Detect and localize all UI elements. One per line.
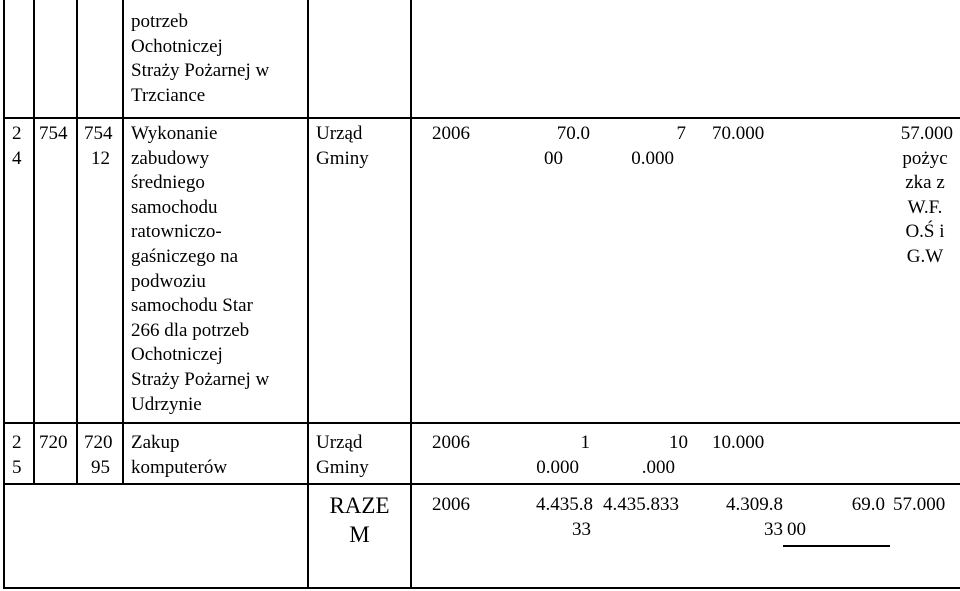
total-value: 57.000 — [893, 494, 946, 515]
row-divider — [3, 422, 960, 424]
task-name-line: samochodu — [131, 196, 218, 218]
rozdzial-code: 12 — [91, 147, 110, 169]
row-divider — [3, 117, 960, 119]
note-line: O.Ś i — [905, 221, 945, 243]
unit-name: Urząd — [316, 432, 363, 453]
total-label: M — [349, 522, 370, 547]
total-value: 4.435.8 — [536, 494, 593, 515]
task-name-line: Udrzynie — [131, 393, 202, 415]
year: 2006 — [432, 494, 470, 515]
table-border-bottom — [3, 587, 960, 589]
column-divider — [122, 0, 124, 483]
rozdzial-code: 754 — [84, 123, 113, 144]
top-fragment-line: Trzciance — [131, 84, 206, 106]
task-name-line: ratowniczo- — [131, 221, 222, 243]
value-cell: 0.000 — [631, 147, 674, 169]
task-name-line: zabudowy — [131, 147, 210, 169]
value-cell: 1 — [580, 432, 590, 453]
unit-name: Gminy — [316, 456, 369, 478]
rozdzial-code: 720 — [84, 432, 113, 453]
value-cell: 57.000 — [900, 123, 953, 144]
total-value: 00 — [787, 518, 806, 540]
total-value: 33 — [572, 518, 591, 540]
dzial-code: 720 — [39, 432, 68, 453]
top-fragment-line: Straży Pożarnej w — [131, 60, 270, 82]
value-cell: 0.000 — [536, 456, 579, 478]
task-name-line: Wykonanie — [131, 123, 218, 144]
task-name-line: komputerów — [131, 456, 228, 478]
rozdzial-code: 95 — [91, 456, 110, 478]
total-value: 33 — [764, 518, 783, 540]
task-name-line: samochodu Star — [131, 295, 253, 317]
total-value: 69.0 — [851, 494, 885, 515]
task-name-line: Straży Pożarnej w — [131, 369, 270, 390]
row-number: 2 — [12, 123, 22, 144]
value-cell: 70.0 — [556, 123, 590, 144]
column-divider — [76, 0, 78, 483]
unit-name: Urząd — [316, 123, 363, 144]
task-name-line: podwoziu — [131, 270, 206, 292]
dzial-code: 754 — [39, 123, 68, 144]
note-line: W.F. — [907, 196, 943, 218]
table-border-left — [3, 0, 5, 589]
row-number: 4 — [12, 147, 22, 169]
total-underline — [783, 545, 890, 547]
year: 2006 — [432, 123, 470, 144]
value-cell: 10.000 — [712, 432, 765, 453]
column-divider — [33, 0, 35, 483]
note-line: pożyc — [902, 147, 948, 169]
task-name-line: Ochotniczej — [131, 344, 223, 366]
task-name-line: 266 dla potrzeb — [131, 319, 250, 341]
task-name-line: średniego — [131, 172, 205, 194]
total-value: 4.309.8 — [726, 494, 783, 515]
value-cell: .000 — [641, 456, 675, 478]
task-name-line: gaśniczego na — [131, 246, 239, 267]
row-number: 5 — [12, 456, 22, 478]
unit-name: Gminy — [316, 147, 369, 169]
top-fragment-line: potrzeb — [131, 11, 188, 32]
top-fragment-line: Ochotniczej — [131, 35, 223, 57]
task-name-line: Zakup — [131, 432, 180, 453]
year: 2006 — [432, 432, 470, 453]
value-cell: 70.000 — [712, 123, 765, 144]
column-divider — [410, 0, 412, 589]
total-value: 4.435.833 — [603, 494, 679, 515]
row-number: 2 — [12, 432, 22, 453]
note-line: zka z — [905, 172, 945, 194]
total-label: RAZE — [329, 493, 390, 518]
row-divider — [3, 483, 960, 485]
value-cell: 00 — [544, 147, 563, 169]
value-cell: 7 — [676, 123, 686, 144]
value-cell: 10 — [669, 432, 688, 453]
note-line: G.W — [906, 246, 944, 267]
